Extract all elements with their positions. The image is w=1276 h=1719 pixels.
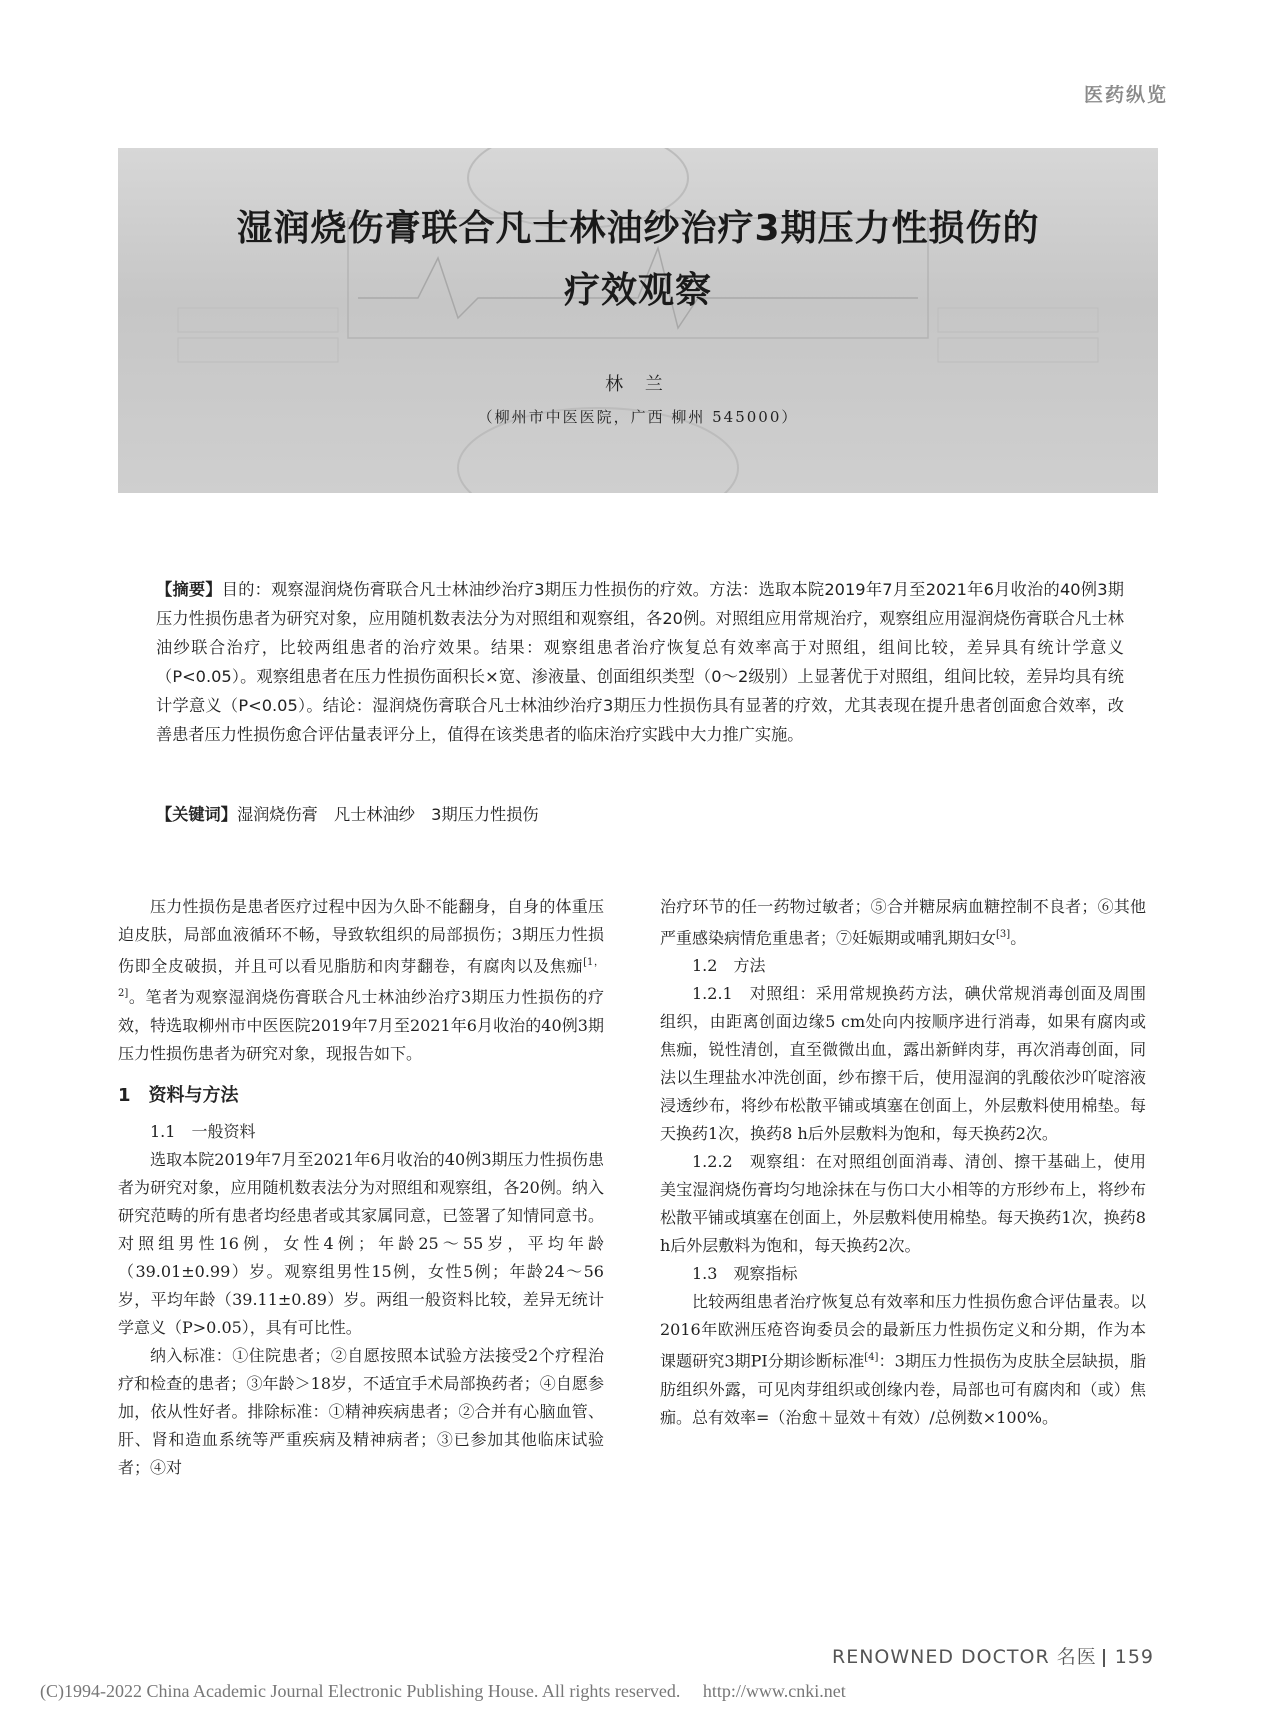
citation-ref: [4] [864,1352,879,1364]
intro-paragraph: 压力性损伤是患者医疗过程中因为久卧不能翻身，自身的体重压迫皮肤，局部血液循环不畅，导致软组织的局部损伤；3期压力性损伤即全皮破损，并且可以看见脂肪和肉芽翻卷，有腐肉以及焦痂[1，2]。笔者为观察湿润烧伤膏联合凡士林油纱治疗3期压力性损伤的疗效，特选取柳州市中医医院2019年7月至2021年6月收治的40例3期压力性损伤患者为研究对象，现报告如下。 [118,897,604,1063]
abstract [156,575,1124,749]
page-number: 159 [1114,1646,1154,1668]
section-heading: 1 资料与方法 [118,1084,239,1106]
left-column [118,893,604,1482]
subsection-heading: 1.1 一般资料 [150,1121,256,1141]
subsection-heading: 1.3 观察指标 [692,1264,798,1284]
keywords-text: 湿润烧伤膏 凡士林油纱 3期压力性损伤 [236,805,539,824]
journal-brand: RENOWNED DOCTOR [832,1646,1050,1668]
paragraph: 1.2.2 观察组：在对照组创面消毒、清创、擦干基础上，使用美宝湿润烧伤膏均匀地涂抹在与伤口大小相等的方形纱布上，将纱布松散平铺或填塞在创面上，外层敷料使用棉垫。每天换药1次，换药8 h后外层敷料为饱和，每天换药2次。 [660,1152,1146,1256]
section-tag: 医药纵览 [1083,84,1168,106]
paragraph: 1.2.1 对照组：采用常规换药方法，碘伏常规消毒创面及周围组织，由距离创面边缘5 cm处向内按顺序进行消毒，如果有腐肉或焦痂，锐性清创，直至微微出血，露出新鲜肉芽，再次消毒创面，同法以生理盐水冲洗创面，纱布擦干后，使用湿润的乳酸依沙吖啶溶液浸透纱布，将纱布松散平铺或填塞在创面上，外层敷料使用棉垫。每天换药1次，换药8 h后外层敷料为饱和，每天换药2次。 [660,984,1146,1144]
journal-brand-cn: 名医 [1056,1646,1097,1668]
keywords-label: 【关键词】 [156,805,237,824]
author-affiliation: （柳州市中医医院，广西 柳州 545000） [477,408,799,426]
journal-footer [832,1642,1154,1669]
paragraph-continued: 治疗环节的任一药物过敏者；⑤合并糖尿病血糖控制不良者；⑥其他严重感染病情危重患者；⑦妊娠期或哺乳期妇女[3]。 [660,897,1146,948]
title-banner [118,148,1158,493]
abstract-label: 【摘要】 [156,580,222,599]
article-title-line1: 湿润烧伤膏联合凡士林油纱治疗3期压力性损伤的 [236,208,1040,249]
citation-ref: [3] [996,929,1011,940]
copyright-notice: (C)1994-2022 China Academic Journal Electronic Publishing House. All rights reserved. http://www.cnki.net [40,1681,846,1701]
paragraph: 比较两组患者治疗恢复总有效率和压力性损伤愈合评估量表。以2016年欧洲压疮咨询委员会的最新压力性损伤定义和分期，作为本课题研究3期PI分期诊断标准[4]：3期压力性损伤为皮肤全层缺损，脂肪组织外露，可见肉芽组织或创缘内卷，局部也可有腐肉和（或）焦痂。总有效率=（治愈＋显效＋有效）/总例数×100%。 [660,1292,1146,1427]
author-name: 林 兰 [605,374,671,395]
footer-separator [1103,1649,1105,1667]
subsection-heading: 1.2 方法 [692,956,766,976]
paragraph: 纳入标准：①住院患者；②自愿按照本试验方法接受2个疗程治疗和检查的患者；③年龄＞18岁，不适宜手术局部换药者；④自愿参加，依从性好者。排除标准：①精神疾病患者；②合并有心脑血管、肝、肾和造血系统等严重疾病及精神病者；③已参加其他临床试验者；④对 [118,1345,604,1477]
keywords [156,800,1124,829]
citation-ref: [1，2] [118,957,604,1000]
right-column [660,893,1146,1432]
article-title-line2: 疗效观察 [563,270,712,311]
abstract-text: 目的：观察湿润烧伤膏联合凡士林油纱治疗3期压力性损伤的疗效。方法：选取本院2019年7月至2021年6月收治的40例3期压力性损伤患者为研究对象，应用随机数表法分为对照组和观察组，各20例。对照组应用常规治疗，观察组应用湿润烧伤膏联合凡士林油纱联合治疗，比较两组患者的治疗效果。结果：观察组患者治疗恢复总有效率高于对照组，组间比较，差异具有统计学意义（P<0.05）。观察组患者在压力性损伤面积长×宽、渗液量、创面组织类型（0～2级别）上显著优于对照组，组间比较，差异均具有统计学意义（P<0.05）。结论：湿润烧伤膏联合凡士林油纱治疗3期压力性损伤具有显著的疗效，尤其表现在提升患者创面愈合效率，改善患者压力性损伤愈合评估量表评分上，值得在该类患者的临床治疗实践中大力推广实施。 [156,580,1124,744]
paragraph: 选取本院2019年7月至2021年6月收治的40例3期压力性损伤患者为研究对象，应用随机数表法分为对照组和观察组，各20例。纳入研究范畴的所有患者均经患者或其家属同意，已签署了知情同意书。对照组男性16例，女性4例；年龄25～55岁，平均年龄（39.01±0.99）岁。观察组男性15例，女性5例；年龄24～56岁，平均年龄（39.11±0.89）岁。两组一般资料比较，差异无统计学意义（P>0.05），具有可比性。 [118,1149,604,1337]
